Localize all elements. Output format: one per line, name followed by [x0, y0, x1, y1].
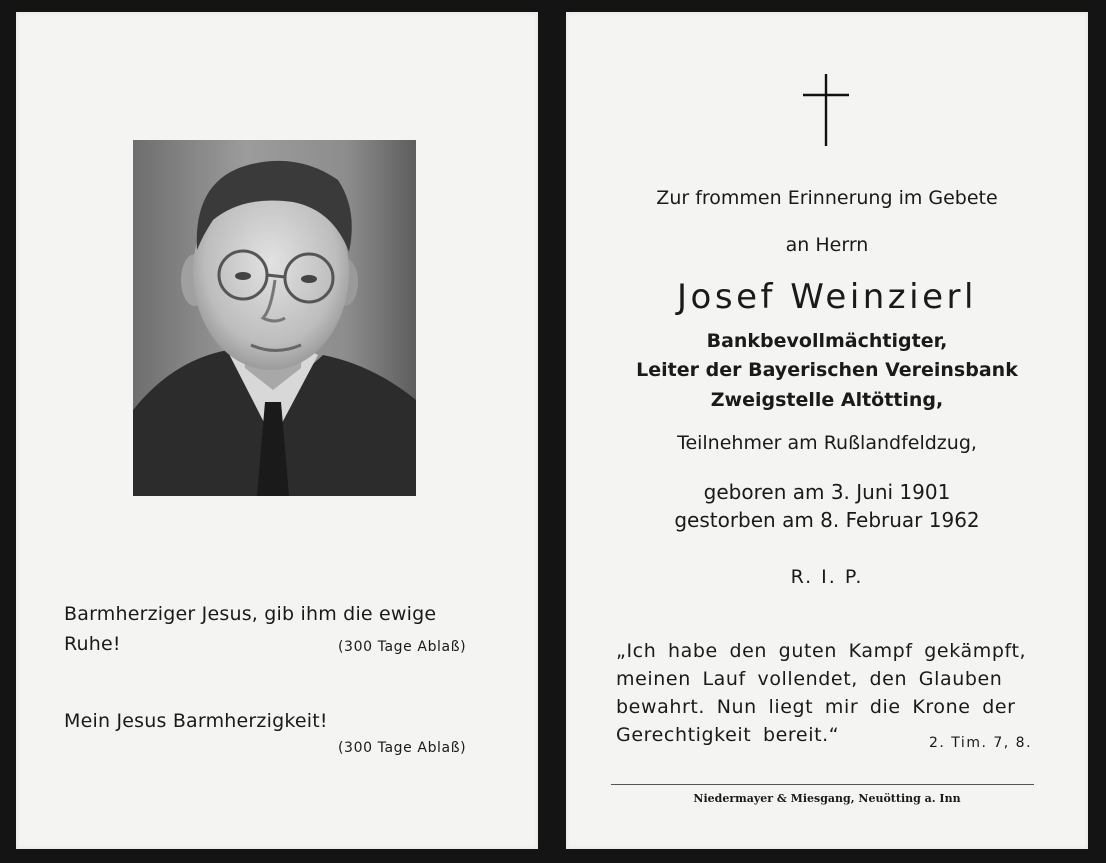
occupation-line-1: Bankbevollmächtigter, [706, 330, 948, 352]
printer-imprint: Niedermayer & Miesgang, Neuötting a. Inn [693, 792, 961, 805]
scripture-quote [616, 637, 1044, 749]
death-date: gestorben am 8. Februar 1962 [674, 508, 980, 532]
participant-line: Teilnehmer am Rußlandfeldzug, [677, 432, 977, 454]
salutation: an Herrn [785, 234, 869, 256]
intro-line: Zur frommen Erinnerung im Gebete [656, 187, 998, 209]
quote-line-1: „Ich habe den guten Kampf gekämpft, [616, 640, 1027, 662]
prayer-2: Mein Jesus Barmherzigkeit! [64, 710, 328, 732]
cross-icon [803, 74, 849, 146]
divider-rule [611, 784, 1034, 785]
portrait-photo [133, 140, 416, 496]
verse-reference: 2. Tim. 7, 8. [929, 735, 1033, 751]
indulgence-note-1: (300 Tage Ablaß) [338, 639, 467, 655]
birth-date: geboren am 3. Juni 1901 [703, 480, 951, 504]
quote-line-4: Gerechtigkeit bereit.“ [616, 724, 840, 746]
occupation-line-2: Leiter der Bayerischen Vereinsbank [636, 359, 1018, 381]
rip-line: R. I. P. [790, 566, 864, 588]
prayer-line-2: Ruhe! [64, 633, 121, 655]
left-card-panel [16, 12, 538, 849]
quote-line-3: bewahrt. Nun liegt mir die Krone der [616, 696, 1016, 718]
right-card-panel [566, 12, 1088, 849]
indulgence-note-2: (300 Tage Ablaß) [338, 740, 467, 756]
deceased-name: Josef Weinzierl [677, 277, 977, 317]
quote-line-2: meinen Lauf vollendet, den Glauben [616, 668, 1003, 690]
prayer-line-1: Barmherziger Jesus, gib ihm die ewige [64, 603, 437, 625]
occupation-line-3: Zweigstelle Altötting, [710, 389, 944, 411]
portrait-illustration [133, 140, 416, 496]
